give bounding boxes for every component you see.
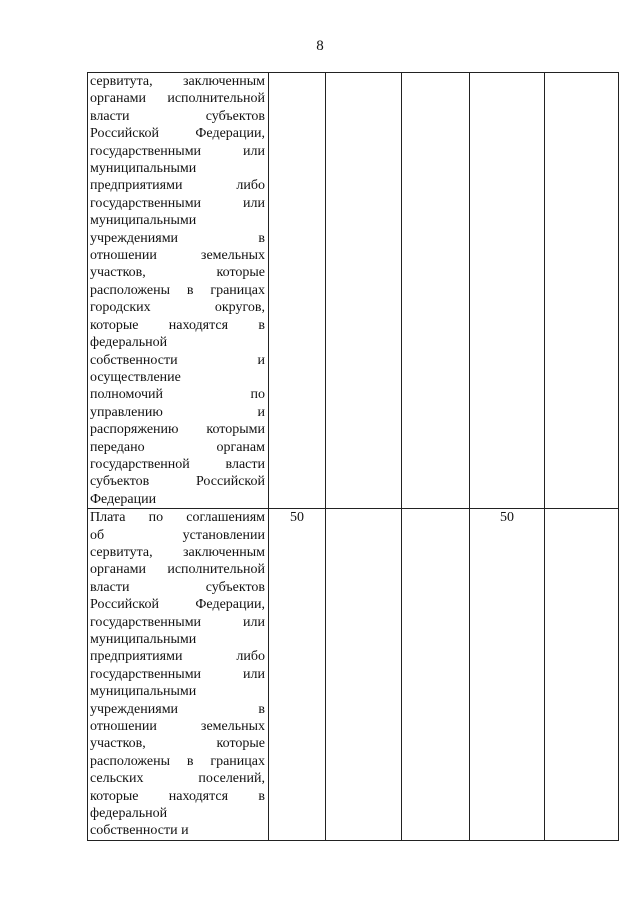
description-line: Российской Федерации, (90, 126, 265, 142)
description-line: федеральной (90, 806, 168, 822)
description-line: государственными или (90, 666, 265, 682)
description-line: которые находятся в (90, 788, 265, 804)
description-line: государственной власти (90, 456, 265, 472)
row-1-description (88, 73, 269, 509)
description-line: субъектов Российской (90, 474, 265, 490)
description-line: участков, которые (90, 265, 265, 281)
row-2-col-2: 50 (269, 509, 326, 841)
description-line: об установлении (90, 527, 265, 543)
description-line: участков, которые (90, 736, 265, 752)
description-line: которые находятся в (90, 317, 265, 333)
description-line: сервитута, заключенным (90, 74, 265, 89)
description-line: сервитута, заключенным (90, 544, 265, 560)
description-line: собственности и (90, 352, 265, 368)
description-line: Федерации (90, 491, 157, 507)
row-2-col-3 (326, 509, 402, 841)
description-line: осуществление (90, 369, 181, 385)
table-row (88, 509, 619, 841)
row-2-col-4 (402, 509, 470, 841)
description-line: отношении земельных (90, 719, 265, 735)
description-line: городских округов, (90, 300, 265, 316)
description-line: власти субъектов (90, 579, 265, 595)
description-line: распоряжению которыми (90, 422, 265, 438)
description-line: предприятиями либо (90, 649, 265, 665)
budget-table (87, 72, 619, 841)
row-2-col-5: 50 (470, 509, 545, 841)
description-line: учреждениями в (90, 701, 265, 717)
description-line: сельских поселений, (90, 771, 265, 787)
description-line: Российской Федерации, (90, 597, 265, 613)
description-line: полномочий по (90, 387, 265, 403)
row-2-col-6 (545, 509, 619, 841)
description-line: власти субъектов (90, 108, 265, 124)
description-line: передано органам (90, 439, 265, 455)
description-line: предприятиями либо (90, 178, 265, 194)
description-line: федеральной (90, 335, 168, 351)
description-line: государственными или (90, 195, 265, 211)
description-line: отношении земельных (90, 248, 265, 264)
row-1-col-3 (326, 73, 402, 509)
table-row (88, 73, 619, 509)
description-line: муниципальными (90, 213, 197, 229)
description-line: муниципальными (90, 632, 197, 647)
description-line: государственными или (90, 614, 265, 630)
description-line: расположены в границах (90, 753, 265, 769)
description-line: органами исполнительной (90, 562, 265, 578)
description-line: государственными или (90, 143, 265, 159)
description-line: муниципальными (90, 684, 197, 700)
row-1-col-6 (545, 73, 619, 509)
row-1-col-5 (470, 73, 545, 509)
description-line: учреждениями в (90, 230, 265, 246)
description-line: Плата по соглашениям (90, 510, 265, 526)
description-line: муниципальными (90, 161, 197, 177)
row-1-col-4 (402, 73, 470, 509)
description-line: расположены в границах (90, 282, 265, 298)
description-line: органами исполнительной (90, 91, 265, 107)
page-number: 8 (316, 38, 324, 54)
description-line: собственности и (90, 823, 189, 839)
description-line: управлению и (90, 404, 265, 420)
row-1-col-2 (269, 73, 326, 509)
row-2-description (88, 509, 269, 841)
